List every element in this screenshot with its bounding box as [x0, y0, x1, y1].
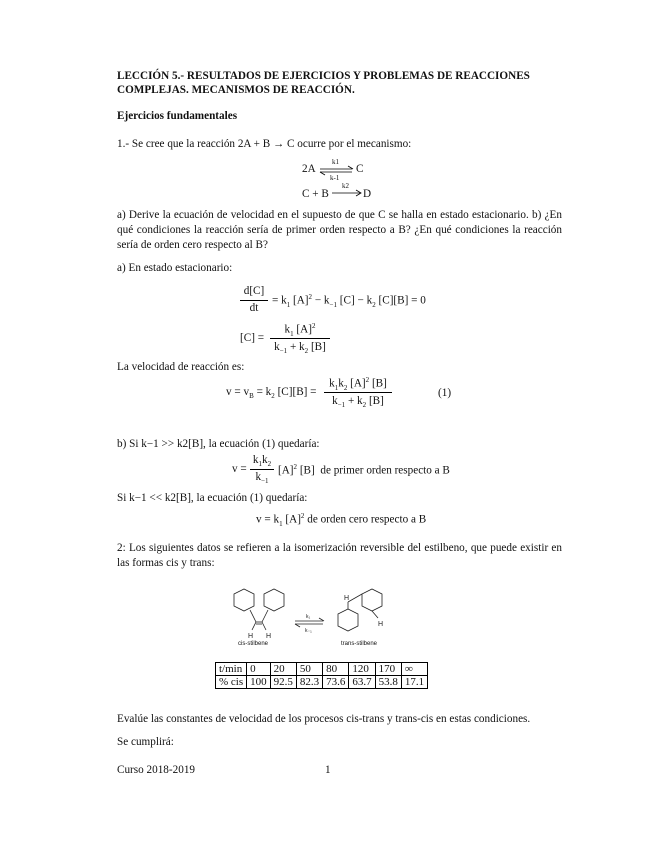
equation-4-suffix: de primer orden respecto a B [320, 464, 450, 477]
svg-text:H: H [248, 633, 254, 640]
equation-2: [C] = $k_1$ $[A]^2$ $k_{-1} + k_2$ [B] [240, 322, 400, 358]
table-cell: % cis [216, 676, 247, 689]
page-title: LECCIÓN 5.- RESULTADOS DE EJERCICIOS Y PROBLEMAS DE REACCIONES COMPLEJAS. MECANISMOS DE REACCIÓN. [117, 70, 530, 96]
svg-text:H: H [266, 633, 272, 640]
table-row [216, 676, 428, 689]
svg-text:H: H [344, 595, 350, 602]
table-cell: 82.3 [296, 676, 322, 689]
table-cell: 17.1 [401, 676, 427, 689]
mech1-k-back: k-1 [330, 174, 340, 182]
table-cell: 53.8 [375, 676, 401, 689]
table-cell: 50 [296, 663, 322, 676]
equation-5: $v = k_1$ $[A]^2$ de orden cero respecto a B [256, 512, 427, 528]
equation-1: d[C] dt = $k_1$ $[A]^2 - k_{-1}$ $[C] - k_2$ [C][B] = 0 [240, 285, 500, 315]
svg-text:k₋₁: k₋₁ [305, 628, 312, 634]
table-cell: 0 [247, 663, 271, 676]
table-cell: 80 [323, 663, 349, 676]
table-cell: ∞ [401, 663, 427, 676]
table-row [216, 663, 428, 676]
section-heading: Ejercicios fundamentales [117, 110, 238, 122]
equation-number: (1) [438, 387, 452, 399]
footer-course: Curso 2018-2019 [117, 764, 196, 776]
mechanism [300, 160, 420, 205]
table-cell: t/min [216, 663, 247, 676]
table-cell: 100 [247, 676, 271, 689]
data-table [215, 662, 428, 689]
b-condition-2: Si k−1 << k2[B], la ecuación (1) quedaría: [117, 492, 308, 504]
table-cell: 120 [349, 663, 375, 676]
trans-label: trans-stilbene [341, 641, 378, 647]
table-cell: 92.5 [270, 676, 296, 689]
table-cell: 20 [270, 663, 296, 676]
mech1-left: 2A [302, 163, 316, 175]
mech2-left: C + B [302, 188, 329, 200]
mech1-right: C [356, 163, 364, 175]
svg-text:k₁: k₁ [306, 614, 311, 620]
cis-label: cis-stilbene [238, 641, 269, 647]
q1-intro: 1.- Se cree que la reacción 2A + B → C ocurre por el mecanismo: [117, 138, 412, 150]
table-cell: 73.6 [323, 676, 349, 689]
table-cell: 170 [375, 663, 401, 676]
mech2-right: D [363, 188, 372, 200]
q1-a-label: a) En estado estacionario: [117, 262, 233, 274]
footer-page-number: 1 [325, 764, 331, 776]
mech1-k-fwd: k1 [332, 158, 339, 166]
q2-evaluate: Evalúe las constantes de velocidad de los procesos cis-trans y trans-cis en estas condiciones. [117, 713, 531, 725]
q2-intro: 2: Los siguientes datos se refieren a la isomerización reversible del estilbeno, que puede existir en las formas cis y trans: [117, 542, 562, 569]
equation-4: v = $k_1k_2$ $k_{-1}$ $[A]^2$ [B] de primer orden respecto a B [232, 454, 450, 486]
b-condition-1: b) Si k−1 >> k2[B], la ecuación (1) quedaría: [117, 438, 320, 450]
table-cell: 63.7 [349, 676, 375, 689]
equation-5-suffix: de orden cero respecto a B [307, 513, 427, 526]
q2-se-cumplira: Se cumplirá: [117, 736, 174, 748]
q1-question: a) Derive la ecuación de velocidad en el supuesto de que C se halla en estado estacionario. b) ¿En qué condiciones la reacción sería de primer orden respecto a B? ¿En qué condiciones la reacción sería de orden cero respecto al B? [117, 209, 562, 251]
rate-label: La velocidad de reacción es: [117, 361, 245, 373]
mech2-k: k2 [342, 182, 349, 190]
equation-3: $v = v_B = k_2$ [C][B] = $k_1k_2$ $[A]^2$ [B] $k_{-1} + k_2$ [B] [226, 376, 466, 412]
svg-text:H: H [378, 621, 384, 628]
